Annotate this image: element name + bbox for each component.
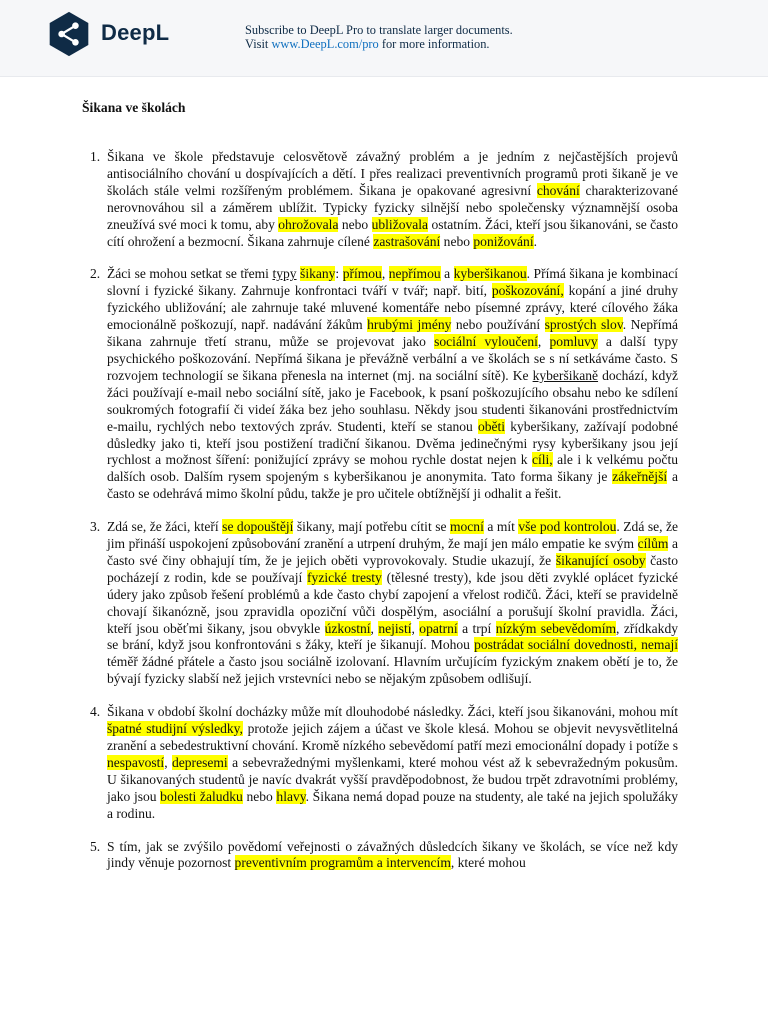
highlighted-text: cíli, [532,452,553,468]
highlighted-text: hlavy [276,788,306,804]
paragraph-text: , [537,334,550,350]
highlighted-text: vše pod kontrolou [518,519,617,535]
list-item [82,149,678,250]
highlighted-text: depresemi [172,754,228,770]
paragraph-text: . Šikana nemá dopad pouze na studenty, ale také na jejich spolužáky a rodinu. [107,788,678,821]
promo-visit: Visit [245,37,269,51]
paragraph-text: : [335,266,343,282]
paragraph-text: a často se odehrává mimo školní půdu, takže je pro učitele obtížnější ji odhalit a řešit. [107,469,678,502]
list-item-number: 5. [90,838,101,854]
highlighted-text: se dopouštějí [222,519,294,535]
list-item-number: 4. [90,704,101,720]
paragraph-text: dochází, když žáci používají e-mail nebo sociální sítě, jako je Facebook, k psaní poškozujícího obsahu nebo ke sdílení soukromých fotografií či videí žáka bez jeho souhlasu. Někdy jsou studenti šikanováni prostřednictvím e-mailu, rychlých nebo textových zpráv. Studenti, kteří se stanou [107,367,678,434]
paragraph-text: , zřídkakdy se brání, když jsou konfrontováni s žáky, kteří je šikanují. Mohou [107,620,678,653]
highlighted-text: bolesti žaludku [160,788,243,804]
highlighted-text: ubližovala [371,216,429,232]
paragraph-text: . Přímá šikana je kombinací slovní i fyzické šikany. Zahrnuje konfrontaci tváří v tvář; např. bití, [107,266,678,299]
paragraph-text: , [370,620,379,636]
highlighted-text: kyberšikanou [453,266,527,282]
highlighted-text: mocní [449,519,484,535]
highlighted-text: chování [536,182,580,198]
paragraph-text: , [411,620,420,636]
highlighted-text: ponižování [473,233,534,249]
list-item [82,704,678,822]
paragraph-text: (tělesné tresty), kde jsou děti zvyklé oplácet fyzické údery jako způsob řešení problémů a kde často chybí zapojení a vřelost rodičů. Žáci, kteří se pravidelně chovají šikanózně, jsou zpravidla opoziční vůči dospělým, asociální a porušují školní pravidla. Žáci, kteří jsou oběťmi šikany, jsou obvykle [107,569,679,636]
highlighted-text: oběti [477,418,506,434]
paragraph-text: . Zdá se, že jim přináší uspokojení způsobování zranění a utrpení druhým, že mají jen málo empatie ke svým [107,519,678,552]
document-title: Šikana ve školách [82,100,186,115]
paragraph-text: ale i k velkému počtu dalších osob. Dalším rysem spojeným s kyberšikanou je anonymita. Tato forma šikany je [107,452,678,485]
paragraph-text: nebo [338,216,372,232]
paragraph-text: kyberšikany, zažívají podobné důsledky jako ti, kteří jsou postižení tradiční šikanou. Dvěma jedinečnými rysy kyberšikany jsou její rychlost a možnost šíření: ponižující zprávy se mohou rychle dostat nejen k [107,418,678,468]
deepl-logo-icon [46,11,92,57]
highlighted-text: nepřímou [388,266,441,282]
highlighted-text: nízkým sebevědomím [495,620,617,636]
deepl-brand-name: DeepL [101,20,170,45]
highlighted-text: sprostých slov [544,317,623,333]
highlighted-text: hrubými jmény [367,317,452,333]
paragraph-text: nebo používání [451,317,545,333]
paragraph-text: protože jejich zájem a účast ve škole klesá. Mohou se objevit nevysvětlitelná zranění a sebedestruktivní chování. Kromě nízkého sebevědomí patří mezi emocionální dopady i potíže s [107,721,679,753]
paragraph-text: často pocházejí z rodin, kde se používají [107,552,678,585]
highlighted-text: poškozování, [491,283,564,299]
paragraph-text: a často své činy obhajují tím, že je jejich oběti vyprovokovaly. Studie ukazují, že [107,536,678,568]
highlighted-text: cílům [637,536,669,552]
paragraph-text: Šikana ve škole představuje celosvětově závažný problém a je jedním z nejčastějších projevů antisociálního chování u dospívajících a dětí. I přes realizaci preventivních programů proti šikaně je ve školách stále velmi rozšířeným problémem. Šikana je opakované agresivní [107,149,678,198]
highlighted-text: úzkostní [324,620,371,636]
highlighted-text: zákeřnější [612,469,668,485]
paragraph-text: a trpí [457,620,496,636]
highlighted-text: přímou [342,266,382,282]
promo-text [245,23,513,51]
underlined-text: typy [272,266,297,282]
deepl-header [0,0,768,77]
promo-line-2 [245,37,513,51]
list-item-number: 3. [90,519,101,535]
highlighted-text: opatrní [419,620,458,636]
highlighted-text: sociální vyloučení [434,334,538,350]
list-item [82,519,678,688]
paragraph-text: a [440,266,454,282]
promo-rest: for more information. [381,37,490,51]
underlined-text: kyberšikaně [532,367,599,383]
deepl-pro-link[interactable]: www.DeepL.com/pro [271,37,379,51]
paragraph-text: , [164,754,172,770]
document-body [82,100,678,888]
paragraph-text: a sebevražednými myšlenkami, které mohou vést až k sebevražedným pokusům. U šikanovaných studentů je navíc dvakrát vyšší pravděpodobnost, že budou trpět zdravotními problémy, jako jsou [107,754,678,804]
paragraph-text: nebo [242,788,277,804]
paragraph-text: kopání a jiné druhy fyzického ubližování; ale zahrnuje také mluvené komentáře nebo písemné zprávy, které cílového žáka emocionálně poškozují, např. nadávání žákům [107,283,678,333]
paragraph-text: , které mohou [450,855,526,871]
paragraph-text: a mít [483,519,519,535]
highlighted-text: pomluvy [549,334,598,350]
paragraph-text: S tím, jak se zvýšilo povědomí veřejnosti o závažných důsledcích šikany ve školách, se více než kdy jindy věnuje pozornost [107,838,678,871]
highlighted-text: postrádat sociální dovednosti, nemají [474,637,678,653]
highlighted-text: zastrašování [373,233,441,249]
highlighted-text: ohrožovala [278,216,339,232]
paragraph-text: nebo [440,233,474,249]
paragraph-text: šikany, mají potřebu cítit se [293,519,450,535]
paragraph-text: charakterizované nerovnováhou sil a záměrem ublížit. Typicky fyzicky silnější nebo společensky významnější osoba zneužívá své moci k tomu, aby [107,182,678,232]
list-item-number: 2. [90,266,101,282]
highlighted-text: šikany [300,266,336,282]
paragraph-text: a další typy psychického poškozování. Nepřímá šikana je převážně verbální a ve školách se s ní setkáváme často. S rozvojem technologií se šikana přenesla na internet (mj. na sociální sítě). Ke [107,334,679,383]
list-item [82,839,678,873]
paragraph-text: Šikana v období školní docházky může mít dlouhodobé následky. Žáci, kteří jsou šikanováni, mohou mít [107,704,678,720]
paragraph-text: Žáci se mohou setkat se třemi [107,266,273,282]
paragraph-text: . [533,233,537,249]
highlighted-text: špatné studijní výsledky, [107,721,243,737]
paragraph-text: . Nepřímá šikana zahrnuje třetí stranu, může se projevovat jako [107,317,678,350]
paragraph-text: ostatním. Žáci, kteří jsou šikanováni, se často cítí ohrožení a bezmocní. Šikana zahrnuje cílené [107,216,679,249]
highlighted-text: nespavostí [107,754,165,770]
paragraph-text: , [381,266,389,282]
highlighted-text: fyzické tresty [307,569,382,585]
highlighted-text: šikanující osoby [555,552,646,568]
paragraph-text: Zdá se, že žáci, kteří [107,519,223,535]
list-item [82,266,678,503]
paragraph-text: téměř žádné přátele a často jsou sociálně izolovaní. Hlavním určujícím fyzickým znakem obětí je to, že bývají fyzicky slabší než jejich vrstevníci nebo se nějakým způsobem odlišují. [107,654,678,687]
list-item-number: 1. [90,149,101,164]
promo-line-1: Subscribe to DeepL Pro to translate larger documents. [245,23,513,37]
highlighted-text: preventivním programům a intervencím [234,855,451,871]
highlighted-text: nejistí [378,620,412,636]
numbered-list [82,149,678,872]
